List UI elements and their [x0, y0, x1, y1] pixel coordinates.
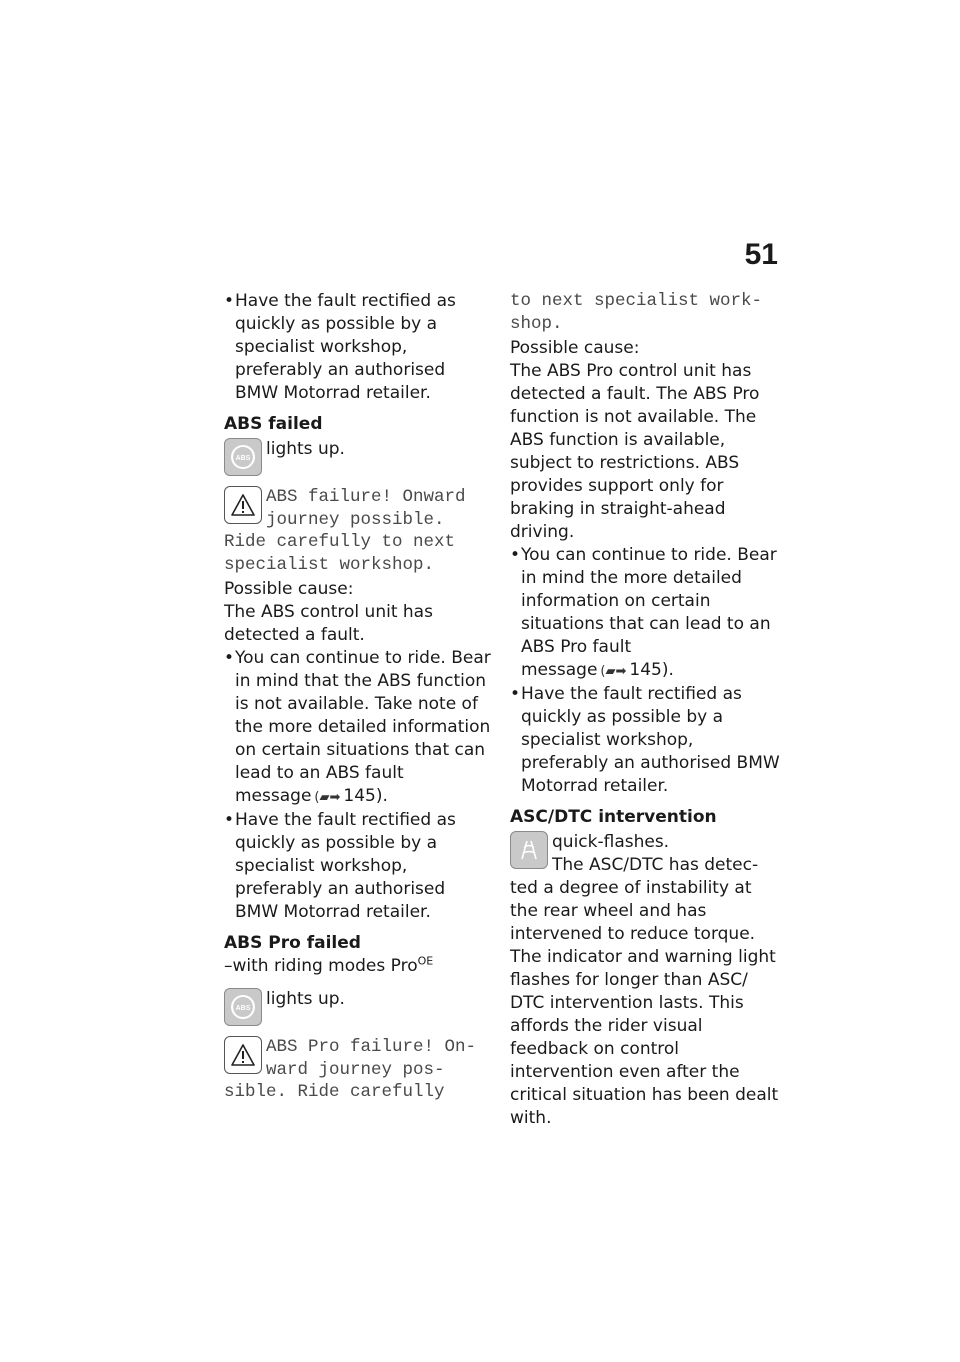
abs-indicator-text: lights up.	[266, 439, 345, 459]
asc-dtc-indicator-icon	[510, 831, 548, 869]
warning-triangle-icon	[224, 1036, 262, 1074]
asc-dtc-heading: ASC/DTC intervention	[510, 807, 717, 827]
abs-warning-row	[224, 486, 492, 531]
abs-failed-heading: ABS failed	[224, 414, 323, 434]
abs-warning-line-4: specialist workshop.	[224, 554, 435, 575]
asc-dtc-indicator-row	[510, 831, 782, 877]
abs-pro-subheading	[224, 955, 492, 978]
right-column	[510, 290, 782, 1130]
abs-bullet-1-text: You can continue to ride. Bear in mind that the ABS function is not available. Take note of the more detailed information on certain situations that can lead to an ABS fault message	[235, 648, 491, 806]
asc-dtc-text-first: The ASC/DTC has detec-	[552, 855, 759, 875]
asc-dtc-text-rest: ted a degree of instability at the rear wheel and has intervened to reduce torque. The indicator and warning light flashes for longer than ASC/ DTC intervention lasts. This affords the rider visual feedback on control intervention even after the critical situation has been dealt with.	[510, 878, 779, 1128]
abs-pro-warning-line-1: ABS Pro failure! On-	[266, 1037, 477, 1057]
abs-pro-cause-label: Possible cause:	[510, 338, 640, 358]
abs-cause-text: The ABS control unit has detected a fault.	[224, 602, 433, 645]
abs-pro-subheading-text: –with riding modes Pro	[224, 956, 418, 976]
page-number: 51	[744, 238, 778, 271]
abs-pro-bullet-1	[510, 544, 782, 683]
svg-text:ABS: ABS	[235, 1005, 251, 1012]
reference-arrow-icon: (▰➡	[314, 790, 341, 805]
warning-triangle-icon	[224, 486, 262, 524]
abs-pro-warning-cont-2: shop.	[510, 313, 563, 334]
abs-indicator-icon	[224, 988, 262, 1026]
abs-pro-failed-heading: ABS Pro failed	[224, 933, 361, 953]
svg-text:ABS: ABS	[235, 455, 251, 462]
abs-pro-warning-row	[224, 1036, 492, 1081]
left-column	[224, 290, 492, 1104]
abs-pro-warning-line-3: sible. Ride carefully	[224, 1082, 445, 1102]
abs-bullet-1	[224, 647, 492, 809]
abs-cause-label: Possible cause:	[224, 579, 354, 599]
intro-bullet: • Have the fault rectified as quickly as possible by a specialist workshop, preferably an authorised BMW Motorrad retailer.	[224, 290, 492, 405]
abs-pro-warning-cont-1: to next specialist work-	[510, 291, 763, 311]
abs-bullet-1-ref[interactable]: 145).	[343, 786, 388, 806]
abs-indicator-icon	[224, 438, 262, 476]
abs-pro-bullet-1-ref[interactable]: 145).	[629, 660, 674, 680]
abs-warning-line-3: Ride carefully to next	[224, 532, 456, 552]
abs-pro-indicator-row	[224, 988, 492, 1026]
abs-pro-warning-line-2: ward journey pos-	[266, 1059, 445, 1080]
abs-pro-bullet-1-text: You can continue to ride. Bear in mind the more detailed information on certain situations that can lead to an ABS Pro fault message	[521, 545, 777, 680]
reference-arrow-icon: (▰➡	[600, 664, 627, 679]
asc-dtc-indicator-text: quick-flashes.	[552, 832, 670, 852]
abs-pro-bullet-2: • Have the fault rectified as quickly as possible by a specialist workshop, preferably an authorised BMW Motorrad retailer.	[510, 683, 782, 798]
abs-bullet-2: • Have the fault rectified as quickly as possible by a specialist workshop, preferably an authorised BMW Motorrad retailer.	[224, 809, 492, 924]
abs-warning-line-1: ABS failure! Onward	[266, 487, 466, 507]
abs-pro-indicator-text: lights up.	[266, 989, 345, 1009]
abs-indicator-row	[224, 438, 492, 476]
abs-pro-subheading-sup: OE	[417, 954, 434, 968]
abs-warning-line-2: journey possible.	[266, 509, 445, 530]
abs-pro-cause-text: The ABS Pro control unit has detected a fault. The ABS Pro function is not available. The ABS function is available, subject to restrictions. ABS provides support only for braking in straight-ahead driving.	[510, 361, 760, 542]
